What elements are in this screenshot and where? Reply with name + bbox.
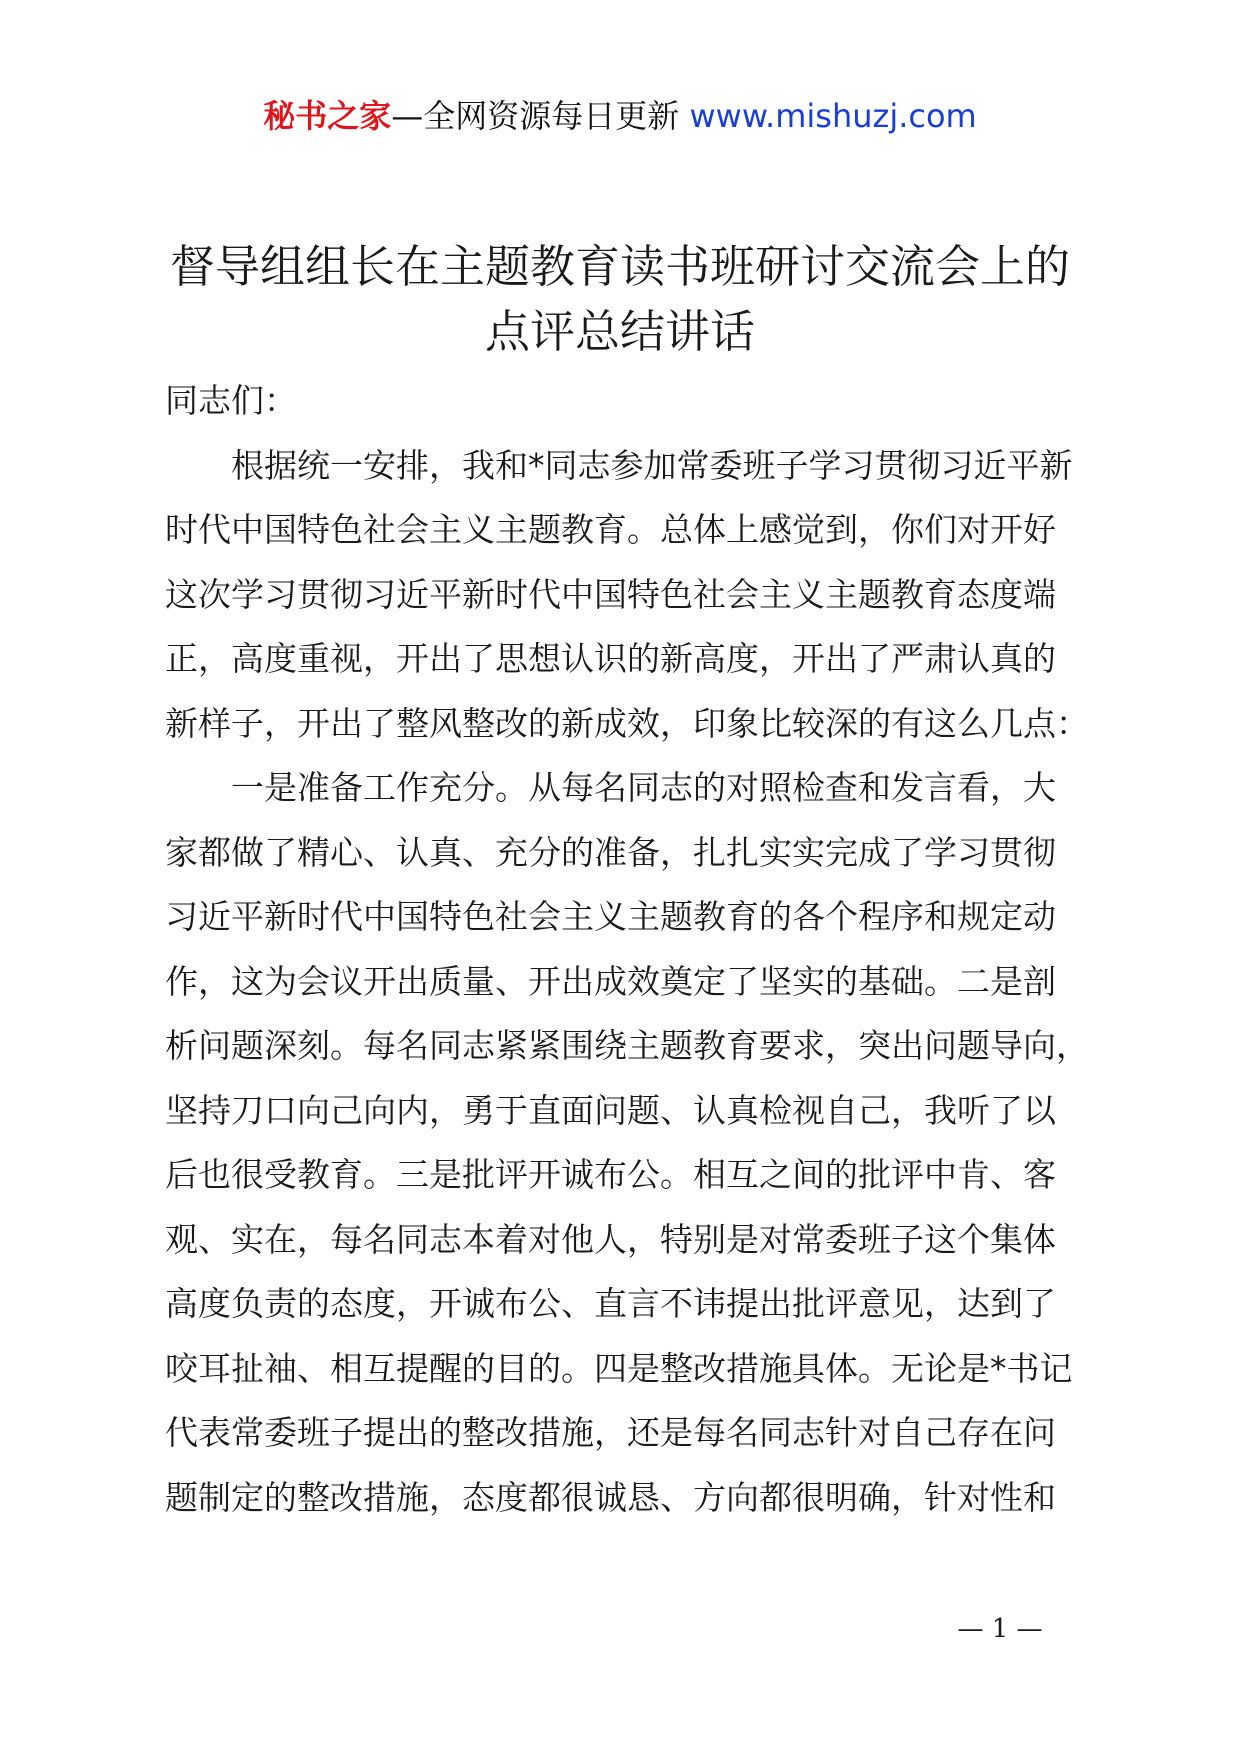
body-line: 习近平新时代中国特色社会主义主题教育的各个程序和规定动 [165,897,1056,936]
banner-url[interactable]: www.mishuzj.com [689,97,977,135]
title-line-1: 督导组组长在主题教育读书班研讨交流会上的 [169,240,1070,293]
body-line: 坚持刀口向己向内，勇于直面问题、认真检视自己，我听了以 [165,1090,1056,1130]
title-line-2: 点评总结讲话 [484,305,755,358]
page-number: — 1 — [957,1614,1043,1644]
body-line: 后也很受教育。三是批评开诚布公。相互之间的批评中肯、客 [165,1155,1056,1194]
body-line: 这次学习贯彻习近平新时代中国特色社会主义主题教育态度端 [165,574,1056,614]
banner-tagline: —全网资源每日更新 [391,97,680,135]
body-line: 作，这为会议开出质量、开出成效奠定了坚实的基础。二是剖 [165,961,1056,1001]
body-line: 题制定的整改措施，态度都很诚恳、方向都很明确，针对性和 [165,1477,1056,1517]
salutation: 同志们： [165,381,297,420]
body-line: 析问题深刻。每名同志紧紧围绕主题教育要求，突出问题导向， [165,1026,1089,1065]
body-line: 根据统一安排，我和*同志参加常委班子学习贯彻习近平新 [231,445,1073,485]
site-banner [0,96,1240,136]
body-line: 咬耳扯袖、相互提醒的目的。四是整改措施具体。无论是*书记 [165,1348,1073,1388]
document-title [130,234,1110,364]
banner-brand: 秘书之家 [263,97,392,135]
body-line: 家都做了精心、认真、充分的准备，扎扎实实完成了学习贯彻 [165,832,1056,872]
body-line: 正，高度重视，开出了思想认识的新高度，开出了严肃认真的 [165,639,1056,678]
body-line: 观、实在，每名同志本着对他人，特别是对常委班子这个集体 [165,1219,1056,1259]
body-line: 时代中国特色社会主义主题教育。总体上感觉到，你们对开好 [165,510,1056,549]
body-line: 一是准备工作充分。从每名同志的对照检查和发言看，大 [231,768,1056,807]
document-body [165,369,1095,1530]
body-line: 新样子，开出了整风整改的新成效，印象比较深的有这么几点： [165,703,1089,743]
body-line: 高度负责的态度，开诚布公、直言不讳提出批评意见，达到了 [165,1284,1056,1323]
body-line: 代表常委班子提出的整改措施，还是每名同志针对自己存在问 [165,1413,1056,1452]
